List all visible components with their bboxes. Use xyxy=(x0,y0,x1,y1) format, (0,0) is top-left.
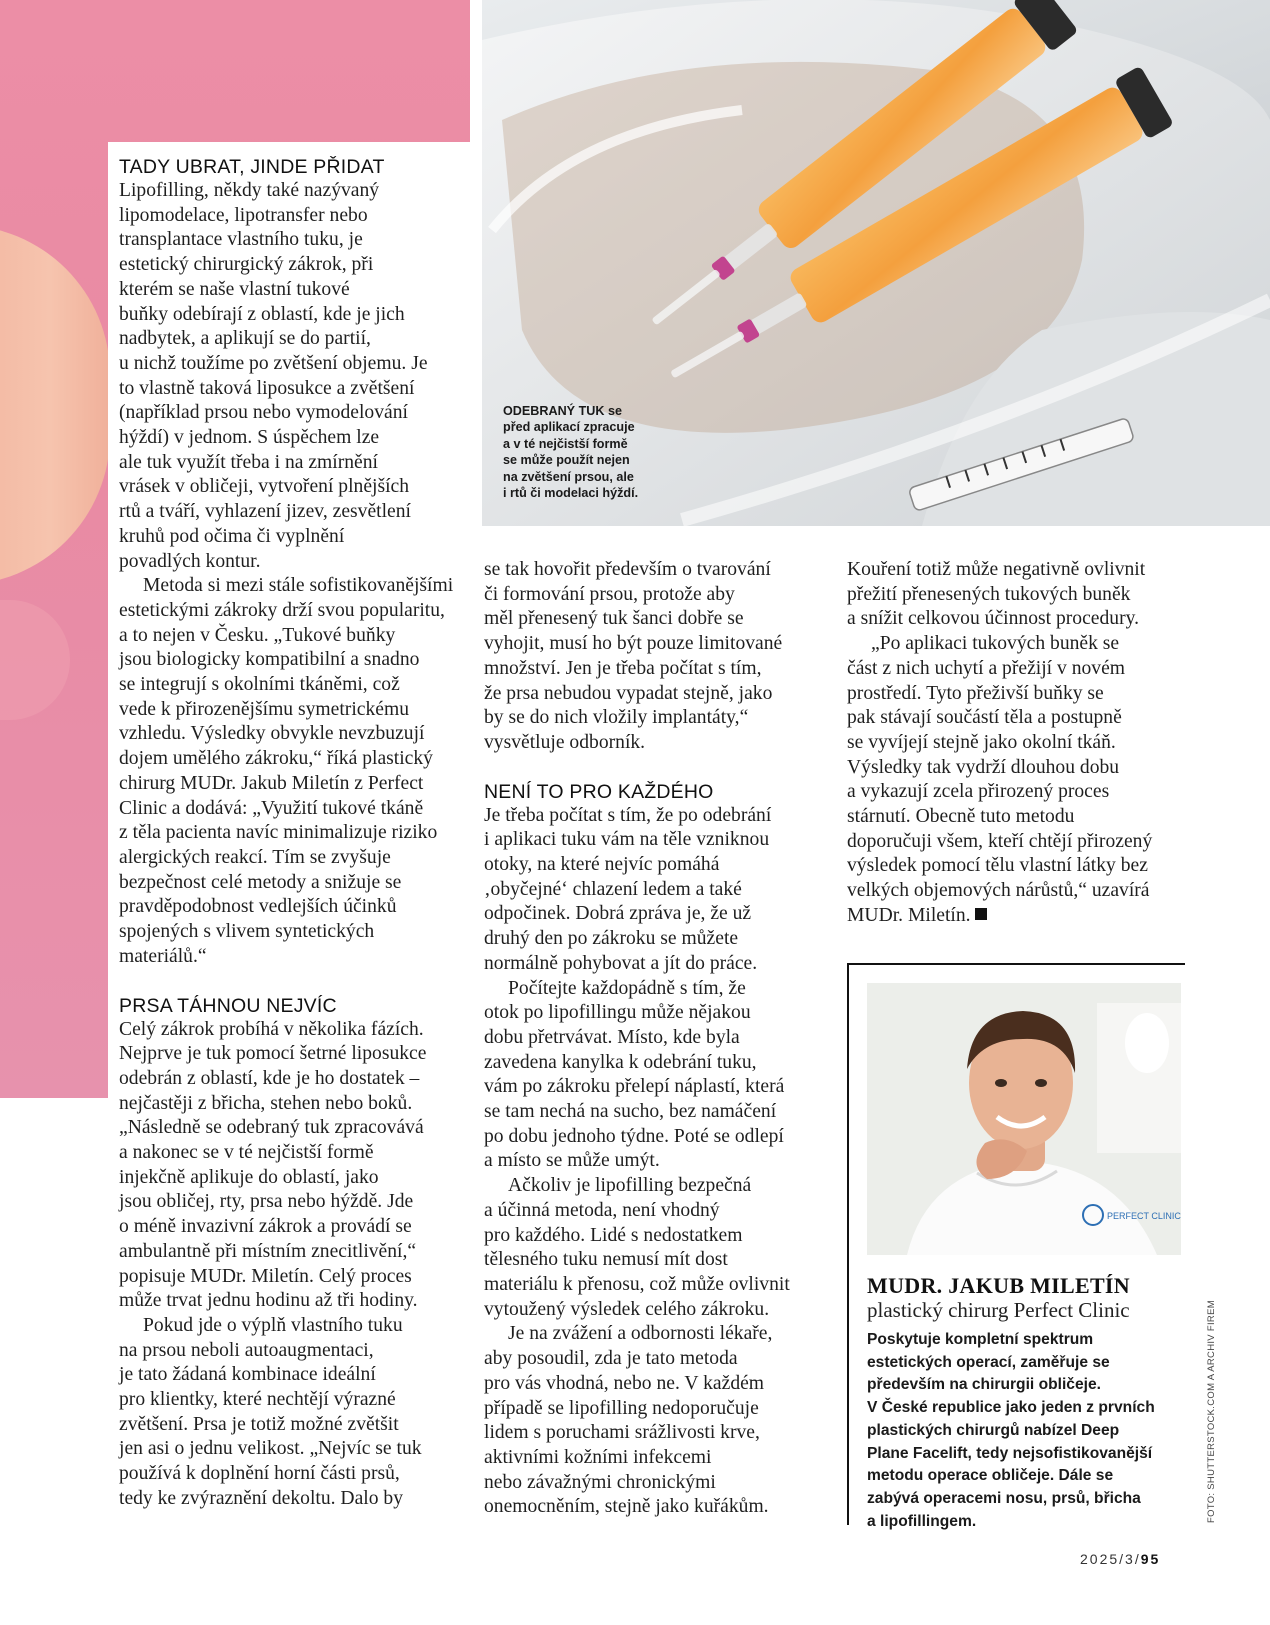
text-line: vám po zákroku přelepí náplastí, která xyxy=(484,1076,785,1098)
profile-desc-line: zabývá operacemi nosu, prsů, břicha xyxy=(867,1489,1141,1507)
text-line: a účinná metoda, není vhodný xyxy=(484,1199,720,1221)
text-line: výsledek pomocí tělu vlastní látky bez xyxy=(847,855,1148,877)
text-line: jsou biologicky kompatibilní a snadno xyxy=(119,649,420,671)
text-line: rtů a tváří, vyhlazení jizev, zesvětlení xyxy=(119,501,411,523)
text-line: tedy ke zvýraznění dekoltu. Dalo by xyxy=(119,1487,404,1509)
text-line: část z nich uchytí a přežijí v novém xyxy=(847,657,1126,679)
profile-desc-line: Poskytuje kompletní spektrum xyxy=(867,1331,1094,1348)
profile-desc-line: především na chirurgii obličeje. xyxy=(867,1376,1101,1394)
text-line: estetický chirurgický zákrok, při xyxy=(119,254,374,276)
text-line: stárnutí. Obecně tuto metodu xyxy=(847,806,1075,828)
text-line: by se do nich vložily implantáty,“ xyxy=(484,707,749,729)
text-line: pro vás vhodná, nebo ne. V každém xyxy=(484,1372,765,1394)
profile-role: plastický chirurg Perfect Clinic xyxy=(867,1298,1130,1322)
text-line: a snížit celkovou účinnost procedury. xyxy=(847,608,1140,630)
caption-lead: ODEBRANÝ TUK xyxy=(503,404,605,418)
text-line: se tam nechá na sucho, bez namáčení xyxy=(484,1101,777,1123)
text-line: povadlých kontur. xyxy=(119,550,261,572)
text-line: měl přenesený tuk šanci dobře se xyxy=(484,608,744,630)
text-line: a vykazují zcela přirozený proces xyxy=(847,781,1110,803)
text-line: „Následně se odebraný tuk zpracovává xyxy=(119,1117,424,1139)
paragraph xyxy=(847,558,1187,632)
text-line: a nakonec se v té nejčistší formě xyxy=(119,1142,374,1164)
arm-shadow xyxy=(0,600,70,720)
article-column-3 xyxy=(847,558,1187,929)
text-line: pravděpodobnost vedlejších účinků xyxy=(119,896,397,918)
text-line: vede k přirozenějšímu symetrickému xyxy=(119,698,410,720)
text-line: nebo závažnými chronickými xyxy=(484,1471,716,1493)
paragraph xyxy=(119,1314,464,1512)
issue-number: 2025/3/ xyxy=(1080,1551,1141,1567)
text-line: tělesného tuku nemusí mít dost xyxy=(484,1249,728,1271)
text-line: pro každého. Lidé s nedostatkem xyxy=(484,1224,743,1246)
text-line: zvětšení. Prsa je totiž možné zvětšit xyxy=(119,1413,399,1435)
paragraph xyxy=(119,179,464,574)
paragraph xyxy=(847,632,1187,928)
text-line: aktivními kožními infekcemi xyxy=(484,1446,712,1468)
text-line: Počítejte každopádně s tím, že xyxy=(508,977,746,999)
text-line: estetickými zákroky drží svou popularitu, xyxy=(119,599,445,621)
text-line: (například prsou nebo vymodelování xyxy=(119,402,408,424)
text-line: kterém se naše vlastní tukové xyxy=(119,278,350,300)
text-line: na prsou neboli autoaugmentaci, xyxy=(119,1339,374,1361)
section-heading: NENÍ TO PRO KAŽDÉHO xyxy=(484,780,714,803)
text-line: normálně pohybovat a jít do práce. xyxy=(484,952,758,974)
text-line: lipomodelace, lipotransfer nebo xyxy=(119,204,368,226)
paragraph xyxy=(484,1174,824,1322)
text-line: Celý zákrok probíhá v několika fázích. xyxy=(119,1018,424,1040)
text-line: otok po lipofillingu může nějakou xyxy=(484,1002,751,1024)
text-line: materiálů.“ xyxy=(119,945,207,967)
text-line: vysvětluje odborník. xyxy=(484,731,646,753)
text-line: Kouření totiž může negativně ovlivnit xyxy=(847,559,1146,580)
caption-line: se může použít nejen xyxy=(503,453,630,468)
text-line: transplantace vlastního tuku, je xyxy=(119,229,363,251)
text-line: materiálu k přenosu, což může ovlivnit xyxy=(484,1273,790,1295)
text-line: ambulantně při místním znecitlivění,“ xyxy=(119,1240,417,1262)
text-line: používá k doplnění horní části prsů, xyxy=(119,1463,400,1485)
photo-caption xyxy=(503,403,663,501)
text-line: vrásek v obličeji, vytvoření plnějších xyxy=(119,476,410,498)
text-line: pro klientky, které nechtějí výrazné xyxy=(119,1389,396,1411)
text-line: onemocněním, stejně jako kuřákům. xyxy=(484,1496,769,1518)
doctor-portrait xyxy=(867,983,1181,1255)
text-line: že prsa nebudou vypadat stejně, jako xyxy=(484,682,773,704)
text-line: prostředí. Tyto přeživší buňky se xyxy=(847,682,1104,704)
text-line: Je na zvážení a odbornosti lékaře, xyxy=(508,1323,773,1345)
text-line: Výsledky tak vydrží dlouhou dobu xyxy=(847,756,1120,778)
profile-desc-line: V České republice jako jeden z prvních xyxy=(867,1399,1155,1417)
text-line: hýždí) v jednom. S úspěchem lze xyxy=(119,427,380,449)
text-line: Clinic a dodává: „Využití tukové tkáně xyxy=(119,797,424,819)
text-line: i aplikaci tuku vám na těle vzniknou xyxy=(484,829,770,851)
paragraph xyxy=(119,574,464,969)
text-line: nejčastěji z břicha, stehen nebo boků. xyxy=(119,1092,413,1114)
text-line: přežití přenesených tukových buněk xyxy=(847,583,1131,605)
text-line: pak stávají součástí těla a postupně xyxy=(847,707,1122,729)
text-line: může trvat jednu hodinu až tři hodiny. xyxy=(119,1290,418,1312)
profile-desc-line: a lipofillingem. xyxy=(867,1512,977,1530)
text-line: spojených s vlivem syntetických xyxy=(119,921,375,943)
text-line: bezpečnost celé metody a snižuje se xyxy=(119,871,402,893)
text-line: ‚obyčejné‘ chlazení ledem a také xyxy=(484,878,742,900)
paragraph xyxy=(484,977,824,1175)
text-line: Je třeba počítat s tím, že po odebrání xyxy=(484,804,772,826)
text-line: nadbytek, a aplikují se do partií, xyxy=(119,328,371,350)
profile-desc-line: metodu operace obličeje. Dále se xyxy=(867,1467,1114,1485)
page-number: 95 xyxy=(1140,1551,1161,1567)
profile-desc-line: estetických operací, zaměřuje se xyxy=(867,1353,1110,1371)
text-line: Lipofilling, někdy také nazývaný xyxy=(119,180,380,201)
text-line: aby posoudil, zda je tato metoda xyxy=(484,1348,738,1370)
section-heading: TADY UBRAT, JINDE PŘIDAT xyxy=(119,156,385,178)
text-line: po dobu jednoho týdne. Poté se odlepí xyxy=(484,1125,784,1147)
text-line: o méně invazivní zákrok a provádí se xyxy=(119,1216,412,1238)
text-line: případě se lipofilling nedoporučuje xyxy=(484,1397,759,1419)
text-line: otoky, na které nejvíc pomáhá xyxy=(484,854,720,876)
text-line: ale tuk využít třeba i na zmírnění xyxy=(119,451,378,473)
text-line: vytoužený výsledek celého zákroku. xyxy=(484,1298,770,1320)
text-line: či formování prsou, protože aby xyxy=(484,583,735,605)
text-line: injekčně aplikuje do oblastí, jako xyxy=(119,1166,379,1188)
profile-name: MUDR. JAKUB MILETÍN xyxy=(867,1273,1130,1298)
paragraph xyxy=(484,1322,824,1520)
paragraph xyxy=(484,804,824,977)
text-line: doporučuji všem, kteří chtějí přirozený xyxy=(847,830,1153,852)
profile-description xyxy=(867,1329,1187,1533)
text-line: množství. Jen je třeba počítat s tím, xyxy=(484,657,762,679)
text-line: vyhojit, musí ho být pouze limitované xyxy=(484,633,783,655)
text-line: buňky odebírají z oblastí, kde je jich xyxy=(119,303,405,325)
text-line: Pokud jde o výplň vlastního tuku xyxy=(143,1314,403,1336)
text-line: chirurg MUDr. Jakub Miletín z Perfect xyxy=(119,772,424,794)
text-line: kruhů pod očima či vyplnění xyxy=(119,525,345,547)
text-line: z těla pacienta navíc minimalizuje riziko xyxy=(119,822,438,844)
text-line: velkých objemových nárůstů,“ uzavírá xyxy=(847,880,1150,902)
end-mark xyxy=(975,908,987,920)
portrait-illustration xyxy=(867,983,1181,1255)
text-line: Nejprve je tuk pomocí šetrné liposukce xyxy=(119,1043,427,1065)
text-line: dojem umělého zákroku,“ říká plastický xyxy=(119,748,433,770)
text-line: jsou obličej, rty, prsa nebo hýždě. Jde xyxy=(119,1191,414,1213)
caption-line: před aplikací zpracuje xyxy=(503,420,635,435)
profile-desc-line: Plane Facelift, tedy nejsofistikovanější xyxy=(867,1444,1153,1462)
page-folio xyxy=(1080,1551,1160,1567)
profile-desc-line: plastických chirurgů nabízel Deep xyxy=(867,1421,1120,1439)
article-column-1 xyxy=(119,155,464,1512)
text-line: lidem s poruchami srážlivosti krve, xyxy=(484,1422,760,1444)
text-line: se tak hovořit především o tvarování xyxy=(484,559,771,580)
text-line: u nichž toužíme po zvětšení objemu. Je xyxy=(119,352,428,374)
text-line: a to nejen v Česku. „Tukové buňky xyxy=(119,624,396,646)
text-line: alergických reakcí. Tím se zvyšuje xyxy=(119,846,391,868)
text-line: „Po aplikaci tukových buněk se xyxy=(871,633,1120,655)
text-line: vzhledu. Výsledky obvykle nevzbuzují xyxy=(119,723,425,745)
text-line: druhý den po zákroku se můžete xyxy=(484,928,739,950)
text-line: se integrují s okolními tkáněmi, což xyxy=(119,674,400,696)
text-line: popisuje MUDr. Miletín. Celý proces xyxy=(119,1265,412,1287)
photo-credit: FOTO: SHUTTERSTOCK.COM A ARCHIV FIREM xyxy=(1206,1300,1217,1523)
text-line: dobu přetrvávat. Místo, kde byla xyxy=(484,1026,740,1048)
text-line: to vlastně taková liposukce a zvětšení xyxy=(119,377,415,399)
caption-line: a v té nejčistší formě xyxy=(503,436,628,451)
text-line: jen asi o jednu velikost. „Nejvíc se tuk xyxy=(119,1438,422,1460)
section-heading: PRSA TÁHNOU NEJVÍC xyxy=(119,994,337,1017)
caption-line: na zvětšení prsou, ale xyxy=(503,469,634,484)
text-line: a místo se může umýt. xyxy=(484,1150,660,1172)
text-line: Metoda si mezi stále sofistikovanějšími xyxy=(143,575,454,597)
text-line: Ačkoliv je lipofilling bezpečná xyxy=(508,1175,752,1197)
text-line: MUDr. Miletín. xyxy=(847,904,1187,929)
paragraph xyxy=(484,558,824,756)
text-line: odebrán z oblastí, kde je ho dostatek – xyxy=(119,1067,420,1089)
text-line: zavedena kanylka k odebrání tuku, xyxy=(484,1051,757,1073)
caption-line: i rtů či modelaci hýždí. xyxy=(503,486,639,501)
shirt-logo-text: PERFECT CLINIC xyxy=(1107,1211,1181,1221)
text-line: je tato žádaná kombinace ideální xyxy=(119,1364,376,1386)
paragraph xyxy=(119,1018,464,1314)
text-line: se vyvíjejí stejně jako okolní tkáň. xyxy=(847,731,1116,753)
caption-line: se xyxy=(607,404,622,418)
article-column-2 xyxy=(484,558,824,1520)
arm-shape xyxy=(0,225,110,585)
text-line: odpočinek. Dobrá zpráva je, že už xyxy=(484,903,752,925)
